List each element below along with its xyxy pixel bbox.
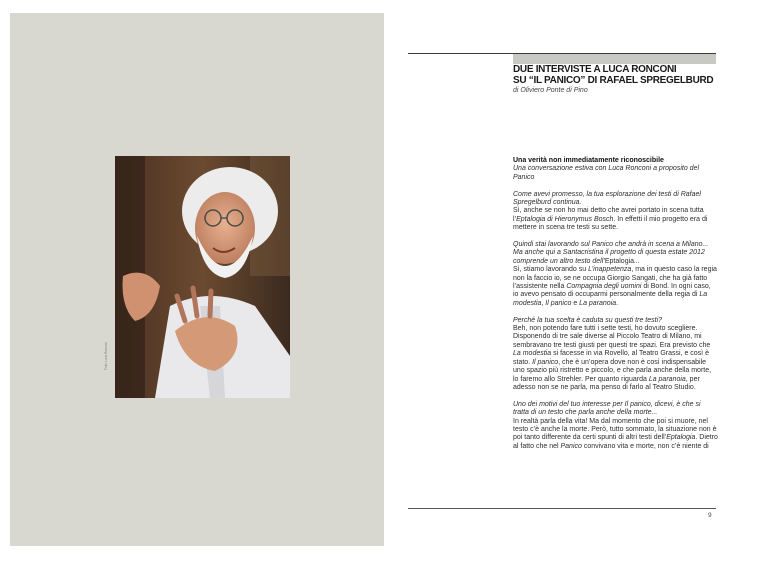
question-3: Perché la tua scelta è caduta su questi tre testi? (513, 316, 663, 324)
article-title (513, 64, 723, 86)
qa-block-2 (513, 241, 718, 308)
article-body (513, 157, 718, 460)
answer-1: Sì, anche se non ho mai detto che avrei portato in scena tutta l’Eptalogia di Hieronymus Bosch. In effetti il mio progetto era di mettere in scena tre testi su sette. (513, 207, 708, 232)
subhead: Una verità non immediatamente riconoscibile (513, 157, 664, 164)
photo-credit: Foto: Luca Ronconi (104, 342, 108, 370)
answer-4: In realtà parla della vita! Ma dal momento che poi si muore, nel testo c’è anche la morte. Però, tutto sommato, la situazione non è poi tanto differente da certi spunti di altri testi dell’Eptalogia. Dietro al fatto che nel Panico convivano vita e morte, non c’è niente di (513, 417, 718, 450)
question-2: Quindi stai lavorando sul Panico che andrà in scena a Milano... Ma anche qui a Santacristina il progetto di questa estate 2012 comprende un altro testo dell’Eptalogia... (513, 241, 709, 265)
answer-3: Beh, non potendo fare tutti i sette testi, ho dovuto scegliere. Disponendo di tre sale diverse al Piccolo Teatro di Milano, mi sembravano tre testi giusti per questi tre spazi. Era previsto che La modestia si facesse in via Rovello, al Teatro Grassi, e così è stato. Il panico, che è un’opera dove non è così indispensabile uno spazio più ristretto e piccolo, e che parla anche della morte, lo faremo allo Strehler. Per quanto riguarda La paranoia, per adesso non se ne parla, ma penso di farlo al Teatro Studio. (513, 325, 712, 391)
qa-block-1 (513, 191, 718, 233)
section-heading (513, 157, 718, 182)
title-line-1: DUE INTERVISTE A LUCA RONCONI (513, 64, 677, 75)
qa-block-3 (513, 317, 718, 393)
right-page (408, 0, 720, 563)
page-number: 9 (708, 512, 712, 519)
question-1: Come avevi promesso, la tua esplorazione dei testi di Rafael Spregelburd continua. (513, 190, 701, 207)
title-band (513, 54, 716, 64)
bottom-rule (408, 508, 716, 509)
answer-2: Sì, stiamo lavorando su L’inappetenza, ma in questo caso la regia non la faccio io, se ne occupa Giorgio Sangati, che ha già fatto l’assistente nella Compagnia degli uomini di Bond. In ogni caso, io avevo pensato di occuparmi personalmente della regia di La modestia, Il panico e La paranoia. (513, 266, 717, 307)
title-line-2: SU “IL PANICO” DI RAFAEL SPREGELBURD (513, 75, 714, 86)
question-4: Uno dei motivi del tuo interesse per Il panico, dicevi, è che si tratta di un testo che parla anche della morte... (513, 400, 701, 417)
subhead-description: Una conversazione estiva con Luca Ronconi a proposito del Panico (513, 165, 700, 181)
portrait-photo (115, 156, 290, 398)
byline: di Oliviero Ponte di Pino (513, 87, 588, 94)
qa-block-4 (513, 401, 718, 451)
